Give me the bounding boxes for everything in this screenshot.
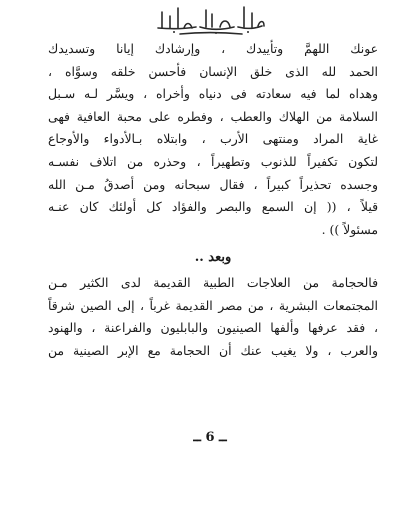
intro-line: عونك اللهمَّ وتأييدك ، وإرشادك إيانا وتسديدك: [48, 41, 378, 56]
body-line: المجتمعات البشرية ، من مصر القديمة غرباً ، إلى الصين شرقاً: [48, 297, 378, 313]
intro-line: مسئولاً )) .: [321, 221, 378, 237]
body-line: فالحجامة من العلاجات الطبية القديمة لدى الكثير مـن: [48, 275, 378, 290]
intro-line: وجسده تحذيراً كبيراً ، فقال سبحانه ومن أصدقُ مـن الله: [48, 176, 378, 192]
basmala-calligraphy: [150, 2, 270, 36]
intro-line: السلامة من الهلاك والعطب ، وفطره على محبة العافية فهى: [48, 108, 378, 124]
body-line: ، فقد عرفها وألفها الصينيون والبابليون والفراعنة ، والهنود: [48, 320, 378, 336]
intro-line: قيلاً ، (( إن السمع والبصر والفؤاد كل أولئك كان عنـه: [48, 199, 378, 215]
intro-line: غاية المراد ومنتهى الأرب ، وابتلاه بـالأدواء والأوجاع: [48, 131, 378, 147]
page-number: ــ 6 ــ: [193, 430, 227, 445]
intro-line: لتكون تكفيراً للذنوب وتطهيراً ، وحذره من اتلاف نفسـه: [48, 153, 378, 169]
section-heading: وبعد ..: [194, 250, 232, 265]
intro-paragraph: [48, 38, 378, 241]
intro-line: وهداه لما فيه سعادته فى دنياه وأخراه ، ويسَّر لـه سـبل: [48, 86, 378, 102]
basmala-calligraphy-icon: [150, 2, 270, 36]
intro-line: الحمد لله الذى خلق الإنسان فأحسن خلقه وسوَّاه ،: [48, 63, 378, 79]
body-line: والعرب ، ولا يغيب عنك أن الحجامة مع الإبر الصينية من: [48, 342, 378, 358]
body-paragraph: [48, 272, 378, 362]
